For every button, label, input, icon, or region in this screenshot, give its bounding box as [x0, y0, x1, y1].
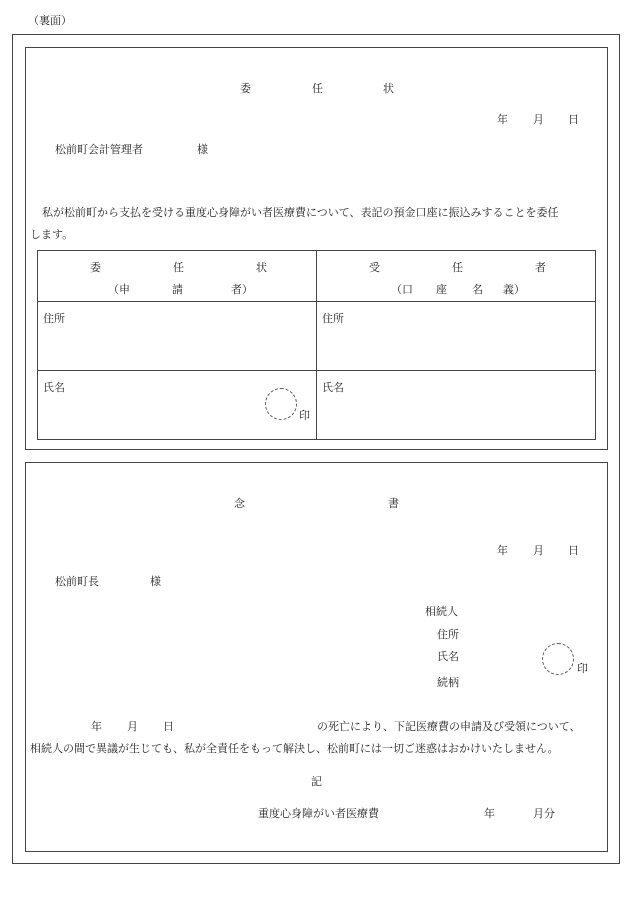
delegation-date-month: 月 — [533, 113, 544, 126]
delegation-date-year: 年 — [497, 113, 508, 126]
delegator-head-char-1: 委 — [90, 261, 101, 274]
note-mark: 記 — [311, 775, 322, 788]
delegatee-header-cell — [317, 251, 596, 302]
seal-circle — [542, 643, 574, 675]
delegator-seal-mark: 印 — [299, 409, 310, 422]
delegator-head-char-3: 状 — [256, 261, 267, 274]
pledge-body-year: 年 — [91, 720, 102, 733]
delegation-addressee: 松前町会計管理者 — [55, 143, 143, 156]
pledge-body-day: 日 — [163, 720, 174, 733]
delegatee-address-cell[interactable] — [317, 302, 596, 371]
seal-circle — [265, 388, 297, 420]
pledge-date-day: 日 — [568, 544, 579, 557]
pledge-body-line2: 相続人の間で異議が生じても、私が全責任をもって解決し、松前町には一切ご迷惑はおかけいたしません。 — [30, 742, 559, 755]
pledge-body-month: 月 — [127, 720, 138, 733]
pledge-date-year: 年 — [497, 544, 508, 557]
heir-name-label: 氏名 — [437, 650, 459, 663]
delegator-name-cell[interactable] — [38, 371, 317, 440]
delegatee-sub-char-1: （口 — [391, 283, 413, 296]
delegator-sub-char-3: 者） — [231, 283, 253, 296]
delegation-body-line2: します。 — [30, 228, 74, 241]
delegation-title-char-2: 任 — [312, 82, 323, 95]
delegatee-head-char-1: 受 — [369, 261, 380, 274]
delegatee-sub-char-2: 座 — [436, 283, 447, 296]
pledge-date-month: 月 — [533, 544, 544, 557]
delegator-head-char-2: 任 — [173, 261, 184, 274]
delegation-title-char-3: 状 — [383, 82, 394, 95]
delegatee-address-label: 住所 — [322, 312, 344, 325]
delegatee-sub-char-4: 義） — [503, 283, 525, 296]
delegator-sub-char-1: （申 — [108, 283, 130, 296]
heir-seal-mark: 印 — [577, 662, 588, 675]
item-label: 重度心身障がい者医療費 — [258, 807, 379, 820]
delegation-body-line1: 私が松前町から支払を受ける重度心身障がい者医療費について、表記の預金口座に振込みすることを委任 — [42, 206, 559, 219]
item-year: 年 — [484, 807, 495, 820]
pledge-body-line1: の死亡により、下記医療費の申請及び受領について、 — [317, 720, 581, 733]
pledge-section — [25, 462, 608, 852]
delegation-table — [37, 250, 596, 440]
delegator-sub-char-2: 請 — [172, 283, 183, 296]
page-label: （裏面） — [28, 14, 72, 27]
delegation-honorific: 様 — [197, 143, 208, 156]
delegator-address-label: 住所 — [43, 312, 65, 325]
pledge-honorific: 様 — [150, 575, 161, 588]
pledge-title-char-1: 念 — [234, 497, 245, 510]
delegatee-head-char-2: 任 — [452, 261, 463, 274]
delegator-address-cell[interactable] — [38, 302, 317, 371]
delegatee-name-label: 氏名 — [322, 381, 344, 394]
pledge-addressee: 松前町長 — [55, 575, 99, 588]
delegator-header-cell — [38, 251, 317, 302]
heir-relation-label: 続柄 — [437, 676, 459, 689]
heir-address-label: 住所 — [437, 628, 459, 641]
heir-label: 相続人 — [425, 605, 458, 618]
delegator-name-label: 氏名 — [43, 381, 65, 394]
delegation-title-char-1: 委 — [240, 82, 251, 95]
item-month: 月分 — [533, 807, 555, 820]
delegatee-sub-char-3: 名 — [472, 283, 483, 296]
delegation-date-day: 日 — [568, 113, 579, 126]
delegatee-name-cell[interactable] — [317, 371, 596, 440]
delegatee-head-char-3: 者 — [535, 261, 546, 274]
pledge-title-char-2: 書 — [388, 497, 399, 510]
